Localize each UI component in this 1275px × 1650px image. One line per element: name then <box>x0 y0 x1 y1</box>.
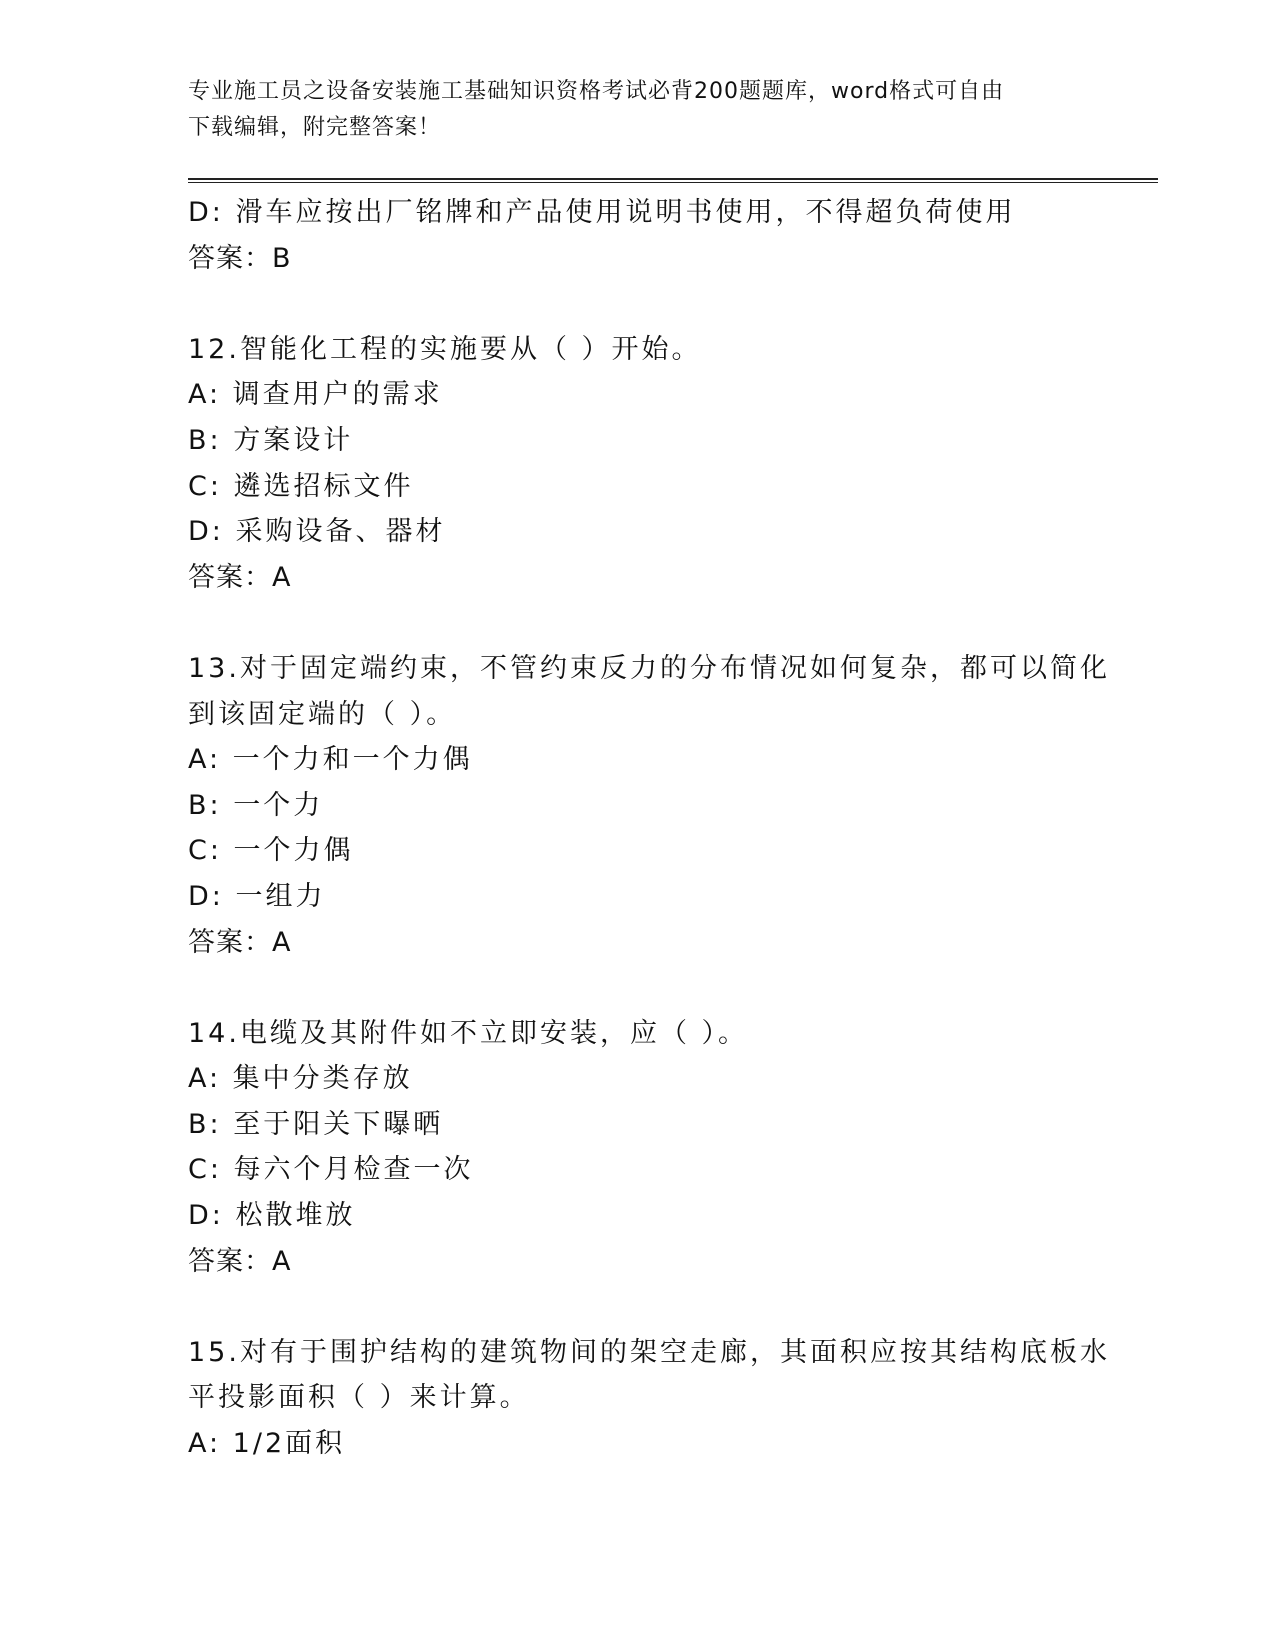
option-a: A: 1/2面积 <box>188 1428 346 1460</box>
option-a: A: 集中分类存放 <box>188 1063 413 1095</box>
question-stem: 15.对有于围护结构的建筑物间的架空走廊，其面积应按其结构底板水 <box>188 1336 1110 1368</box>
spacer <box>188 1284 1088 1330</box>
option-c: C: 每六个月检查一次 <box>188 1154 474 1186</box>
spacer <box>188 281 1088 327</box>
option-d: D: 松散堆放 <box>188 1200 356 1232</box>
spacer <box>188 600 1088 646</box>
answer-line: 答案：A <box>188 561 292 593</box>
question-13 <box>188 646 1110 965</box>
option-b: B: 方案设计 <box>188 424 354 456</box>
option-a: A: 调查用户的需求 <box>188 379 443 411</box>
document-body <box>188 190 1110 1467</box>
answer-line: 答案：A <box>188 926 292 958</box>
option-b: B: 一个力 <box>188 789 324 821</box>
question-stem: 12.智能化工程的实施要从（ ）开始。 <box>188 333 702 365</box>
question-14 <box>188 1011 1088 1285</box>
option-d: D: 一组力 <box>188 880 326 912</box>
option-d: D: 滑车应按出厂铭牌和产品使用说明书使用，不得超负荷使用 <box>188 197 1016 228</box>
question-stem-continued: 平投影面积（ ）来计算。 <box>188 1382 530 1414</box>
answer-line: 答案：B <box>188 242 292 274</box>
header-divider <box>188 178 1158 183</box>
question-12 <box>188 327 1088 601</box>
question-stem-continued: 到该固定端的（ ）。 <box>188 698 457 730</box>
header-title-line-1: 专业施工员之设备安装施工基础知识资格考试必背200题题库，word格式可自由 <box>188 79 1005 104</box>
page-header <box>188 74 1068 146</box>
option-b: B: 至于阳关下曝晒 <box>188 1108 444 1140</box>
spacer <box>188 965 1088 1011</box>
option-c: C: 一个力偶 <box>188 835 354 867</box>
option-a: A: 一个力和一个力偶 <box>188 744 473 776</box>
continued-question <box>188 190 1088 281</box>
question-15 <box>188 1330 1110 1467</box>
option-d: D: 采购设备、器材 <box>188 516 446 548</box>
header-title-line-2: 下载编辑，附完整答案！ <box>188 115 442 140</box>
answer-line: 答案：A <box>188 1245 292 1277</box>
question-stem: 14.电缆及其附件如不立即安装，应（ ）。 <box>188 1017 749 1049</box>
option-c: C: 遴选招标文件 <box>188 470 414 502</box>
question-stem: 13.对于固定端约束，不管约束反力的分布情况如何复杂，都可以简化 <box>188 652 1110 684</box>
